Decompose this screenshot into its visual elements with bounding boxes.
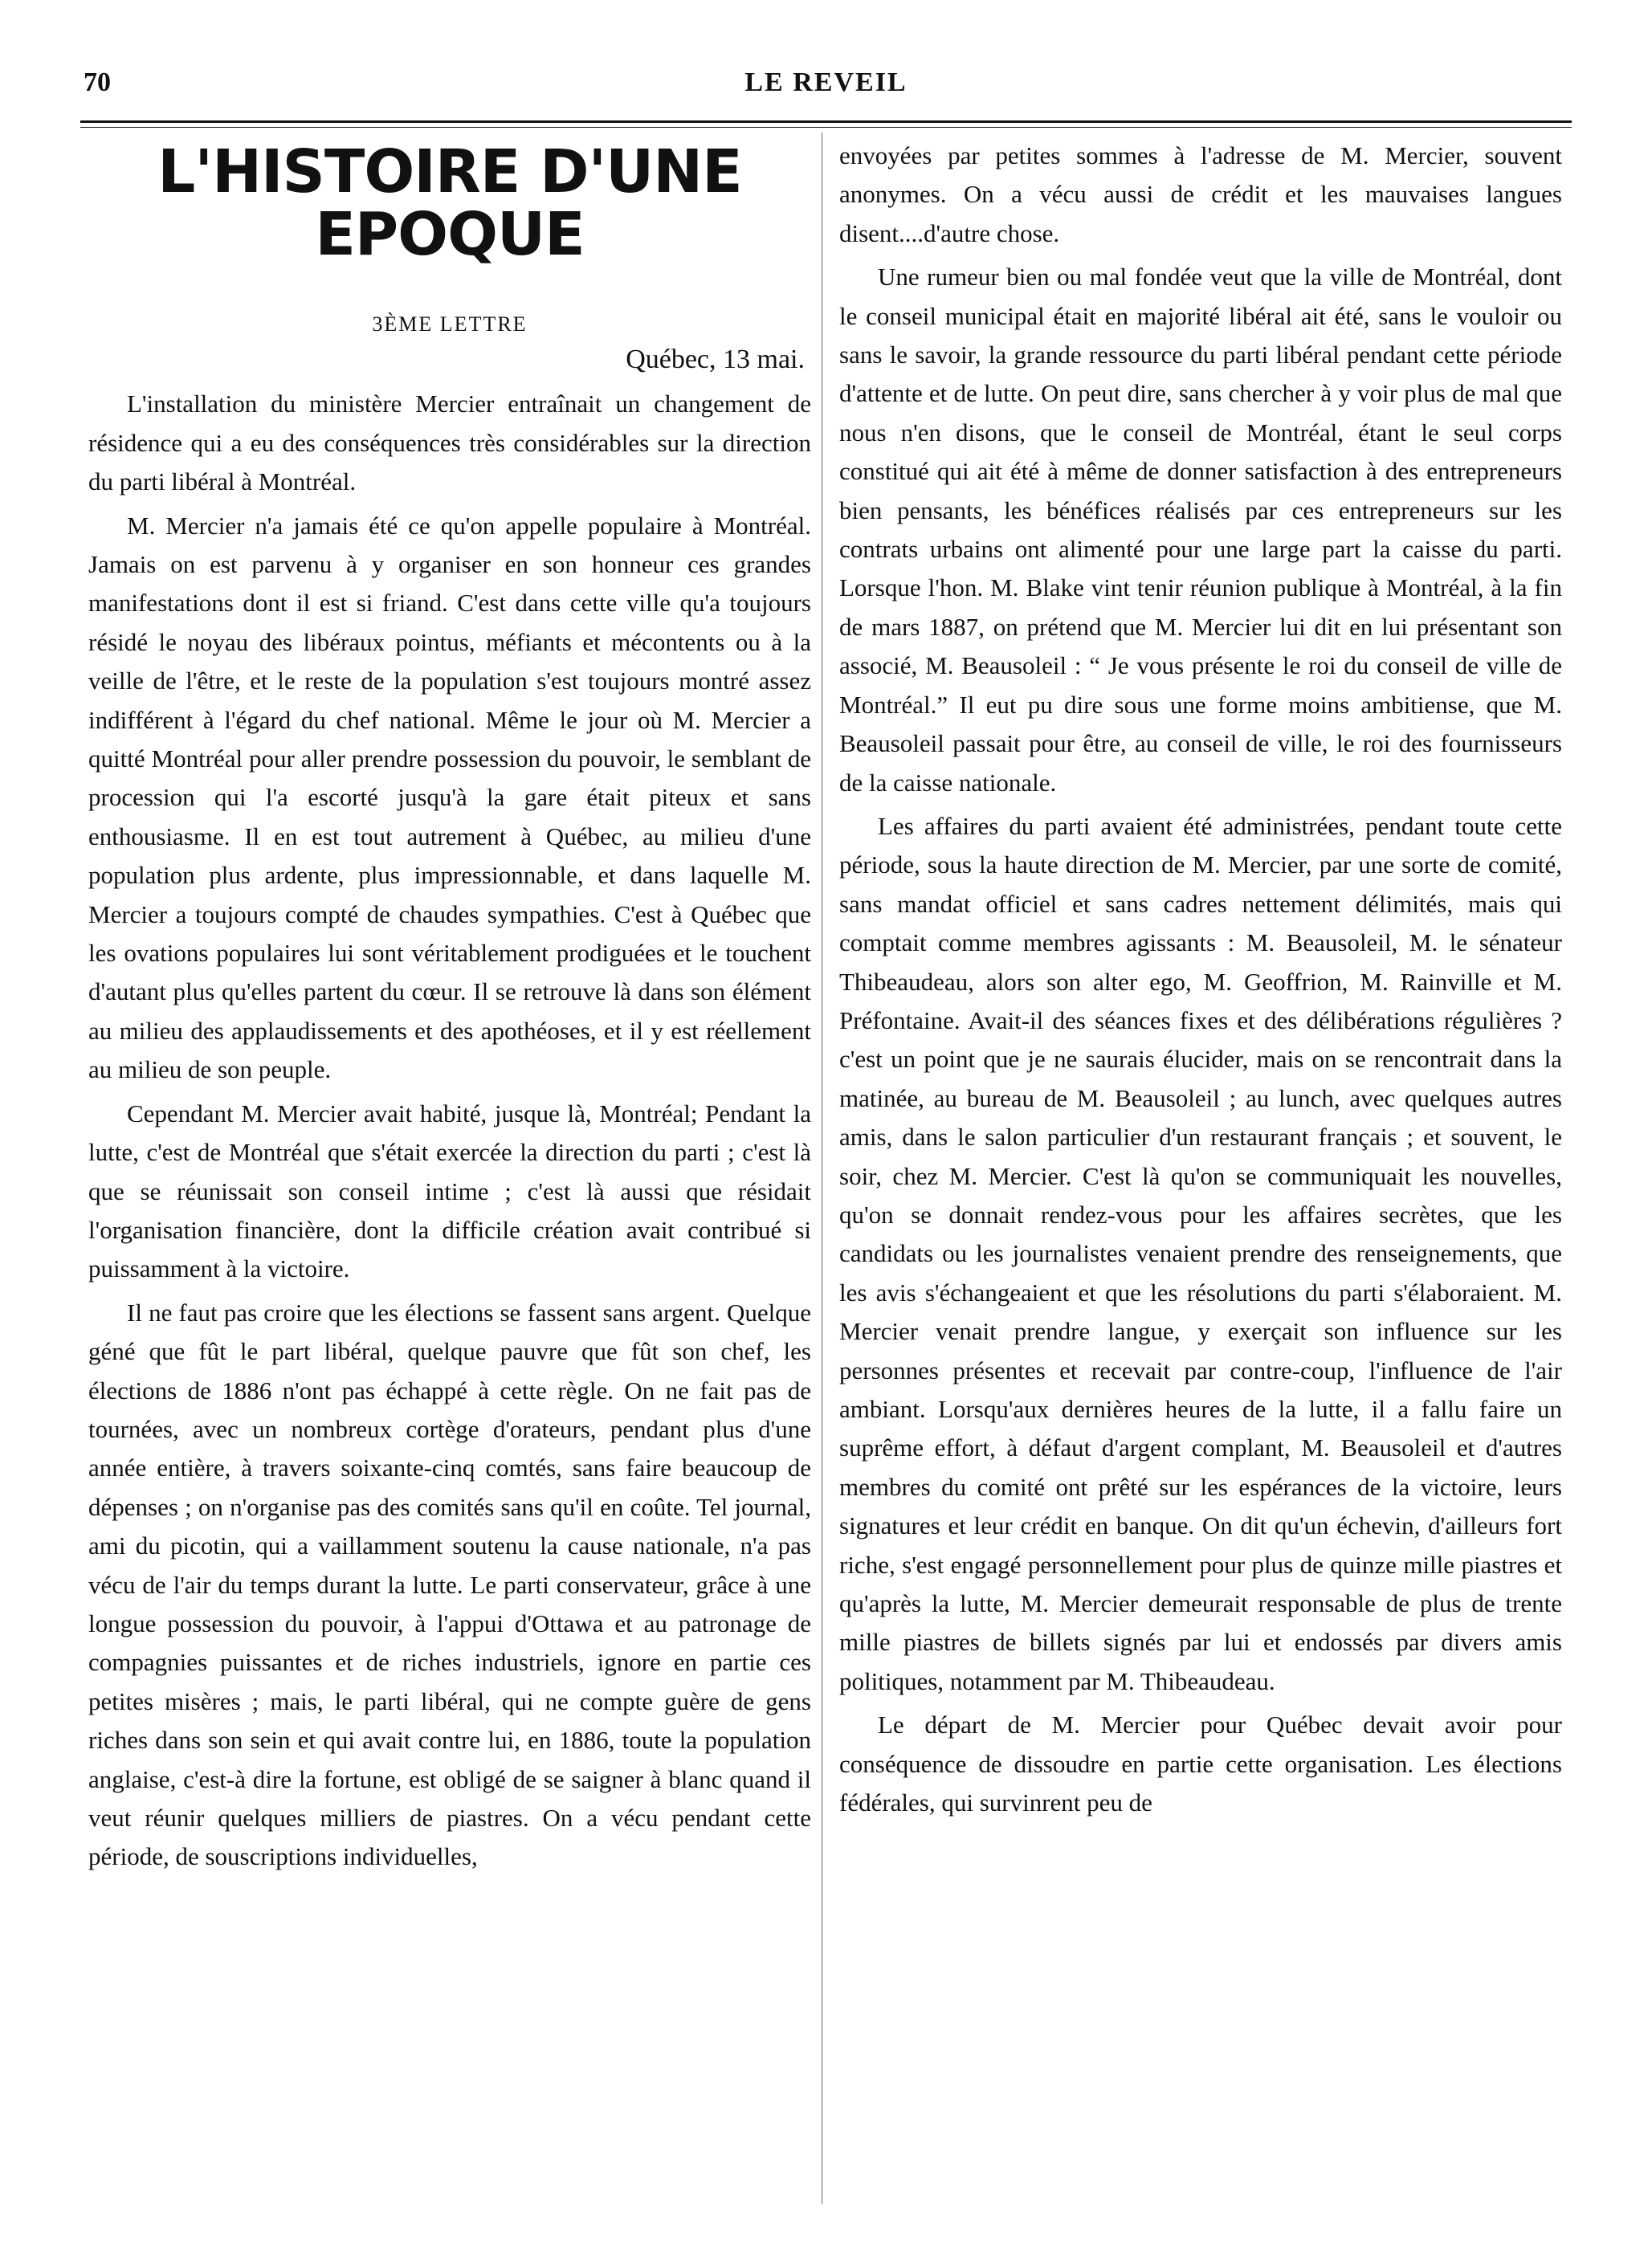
paragraph: Cependant M. Mercier avait habité, jusque là, Montréal; Pendant la lutte, c'est de Montréal que s'était exercée la direction du parti ; c'est là que se réunissait son conseil intime ; c'est là aussi que résidait l'organisation financière, dont la difficile création avait contribué si puissamment à la victoire.	[88, 1099, 811, 1283]
header-rule	[80, 120, 1572, 123]
paragraph: Les affaires du parti avaient été administrées, pendant toute cette période, sous la haute direction de M. Mercier, par une sorte de comité, sans mandat officiel et sans cadres nettement délimités, mais qui comptait comme membres agissants : M. Beausoleil, M. le sénateur Thibeaudeau, alors son alter ego, M. Geoffrion, M. Rainville et M. Préfontaine. Avait-il des séances fixes et des délibérations régulières ? c'est un point que je ne saurais élucider, mais on se rencontrait dans la matinée, au bureau de M. Beausoleil ; au lunch, avec quelques autres amis, dans le salon particulier d'un restaurant français ; et souvent, le soir, chez M. Mercier. C'est là qu'on se communiquait les nouvelles, qu'on se donnait rendez-vous pour les affaires secrètes, que les candidats ou les journalistes venaient prendre des renseignements, que les avis s'échangeaient et que les résolutions du parti s'élaboraient. M. Mercier venait prendre langue, y exerçait son influence sur les personnes présentes et recevait par contre-coup, l'influence de l'air ambiant. Lorsqu'aux dernières heures de la lutte, il a fallu faire un suprême effort, à défaut d'argent complant, M. Beausoleil et d'autres membres du comité ont prêté sur les espérances de la victoire, leurs signatures et leur crédit en banque. On dit qu'un échevin, d'ailleurs fort riche, s'est engagé personnellement pour plus de quinze mille piastres et qu'après la lutte, M. Mercier demeurait responsable de plus de trente mille piastres de billets signés par lui et endossés par divers amis politiques, notamment par M. Thibeaudeau.	[839, 811, 1562, 1695]
article-title: L'HISTOIRE D'UNE EPOQUE	[157, 137, 742, 269]
header-rule-thin	[80, 127, 1572, 128]
left-column	[88, 137, 811, 1882]
running-head	[80, 67, 1572, 108]
paragraph: Le départ de M. Mercier pour Québec devait avoir pour conséquence de dissoudre en partie cette organisation. Les élections fédérales, qui survinrent peu de	[839, 1711, 1562, 1817]
journal-title: LE REVEIL	[744, 67, 908, 97]
page-number: 70	[84, 67, 111, 97]
paragraph-continued: envoyées par petites sommes à l'adresse de M. Mercier, souvent anonymes. On a vécu aussi de crédit et les mauvaises langues disent....d'autre chose.	[839, 141, 1562, 247]
paragraph: L'installation du ministère Mercier entraînait un changement de résidence qui a eu des conséquences très considérables sur la direction du parti libéral à Montréal.	[88, 389, 811, 496]
letter-number: 3ÈME LETTRE	[372, 312, 528, 336]
paragraph: Il ne faut pas croire que les élections se fassent sans argent. Quelque géné que fût le part libéral, quelque pauvre que fût son chef, les élections de 1886 n'ont pas échappé à cette règle. On ne fait pas de tournées, avec un nombreux cortège d'orateurs, pendant plus d'une année entière, à travers soixante-cinq comtés, sans faire beaucoup de dépenses ; on n'organise pas des comités sans qu'il en coûte. Tel journal, ami du picotin, qui a vaillamment soutenu la cause nationale, n'a pas vécu de l'air du temps durant la lutte. Le parti conservateur, grâce à une longue possession du pouvoir, à l'appui d'Ottawa et au patronage de compagnies puissantes et de riches industriels, ignore en partie ces petites misères ; mais, le parti libéral, qui ne compte guère de gens riches dans son sein et qui avait contre lui, en 1886, toute la population anglaise, c'est-à dire la fortune, est obligé de se saigner à blanc quand il veut réunir quelques milliers de piastres. On a vécu pendant cette période, de souscriptions individuelles,	[88, 1298, 811, 1871]
paragraph: M. Mercier n'a jamais été ce qu'on appelle populaire à Montréal. Jamais on est parvenu à y organiser en son honneur ces grandes manifestations dont il est si friand. C'est dans cette ville qu'a toujours résidé le noyau des libéraux pointus, méfiants et mécontents ou à la veille de l'être, et le reste de la population s'est toujours montré assez indifférent à l'égard du chef national. Même le jour où M. Mercier a quitté Montréal pour aller prendre possession du pouvoir, le semblant de procession qui l'a escorté jusqu'à la gare était piteux et sans enthousiasme. Il en est tout autrement à Québec, au milieu d'une population plus ardente, plus impressionnable, et dans laquelle M. Mercier a toujours compté de chaudes sympathies. C'est à Québec que les ovations populaires lui sont véritablement prodiguées et le touchent d'autant plus qu'elles partent du cœur. Il se retrouve là dans son élément au milieu des applaudissements et des apothéoses, et il y est réellement au milieu de son peuple.	[88, 511, 811, 1084]
dateline: Québec, 13 mai.	[626, 345, 805, 375]
paragraph: Une rumeur bien ou mal fondée veut que la ville de Montréal, dont le conseil municipal était en majorité libéral ait été, sans le vouloir ou sans le savoir, la grande ressource du parti libéral pendant cette période d'attente et de lutte. On peut dire, sans chercher à y voir plus de mal que nous n'en disons, que le conseil de Montréal, étant le seul corps constitué qui ait été à même de donner satisfaction à des entrepreneurs bien pensants, les bénéfices réalisés par ces entrepreneurs sur les contrats urbains ont alimenté pour une large part la caisse du parti. Lorsque l'hon. M. Blake vint tenir réunion publique à Montréal, à la fin de mars 1887, on prétend que M. Mercier lui dit en lui présentant son associé, M. Beausoleil : “ Je vous présente le roi du conseil de ville de Montréal.” Il eut pu dire sous une forme moins ambitiense, que M. Beausoleil passait pour être, au conseil de ville, le roi des fournisseurs de la caisse nationale.	[839, 263, 1562, 797]
right-column	[839, 137, 1562, 1827]
